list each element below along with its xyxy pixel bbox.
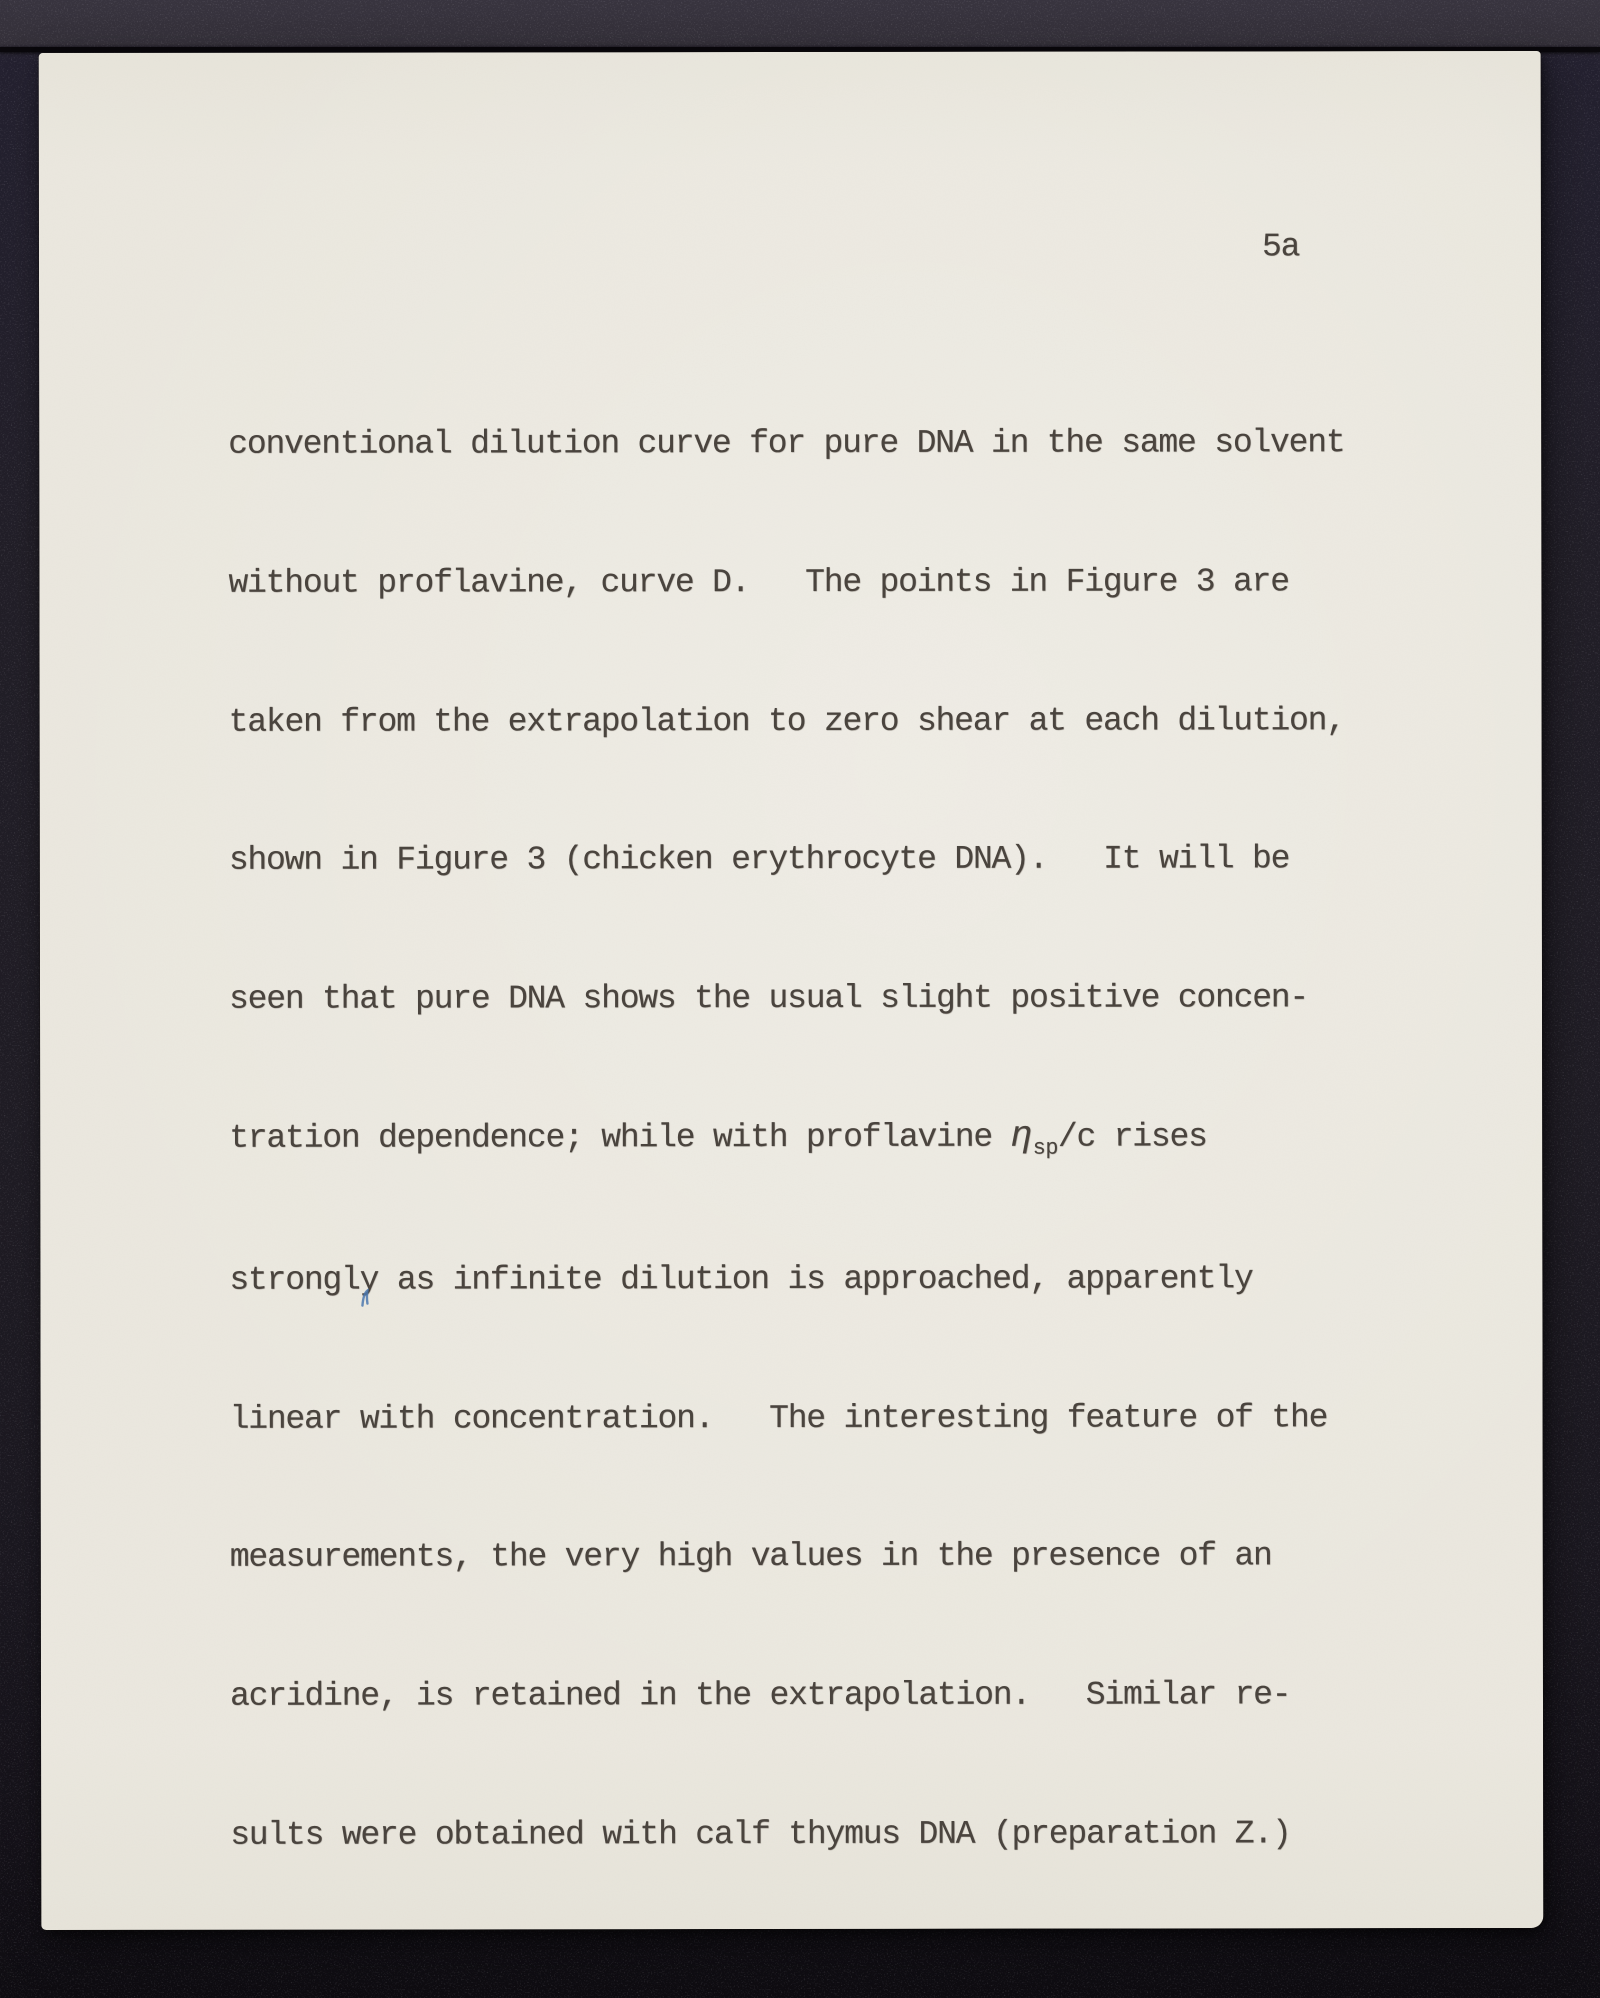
text-line: shown in Figure 3 (chicken erythrocyte DNA). It will be	[228, 840, 1290, 880]
body-text	[228, 328, 1346, 1951]
text-line: acridine, is retained in the extrapolation. Similar re-	[229, 1676, 1291, 1715]
blue-ink-mark	[360, 1289, 374, 1309]
text-line: sults were obtained with calf thymus DNA (preparation Z.)	[230, 1814, 1291, 1854]
text-line: conventional dilution curve for pure DNA in the same solvent	[228, 424, 1345, 464]
text-line-with-formula	[229, 1114, 1345, 1166]
text-line: measurements, the very high values in the presence of an	[229, 1537, 1272, 1577]
text-line: linear with concentration. The interesting feature of the	[229, 1398, 1328, 1438]
eta-symbol: η	[1010, 1116, 1033, 1159]
document-page	[39, 51, 1544, 1930]
text-line: seen that pure DNA shows the usual slight positive concen-	[228, 979, 1309, 1018]
text-line: without proflavine, curve D. The points in Figure 3 are	[228, 563, 1289, 602]
formula-pre-text: tration dependence; while with proflavine	[229, 1119, 1011, 1158]
text-line: taken from the extrapolation to zero shear at each dilution,	[228, 701, 1345, 741]
page-number: 5a	[1261, 228, 1300, 266]
formula-post-text: /c rises	[1057, 1118, 1207, 1157]
eta-subscript: sp	[1032, 1135, 1058, 1161]
text-line: strongly as infinite dilution is approached, apparently	[229, 1260, 1253, 1299]
